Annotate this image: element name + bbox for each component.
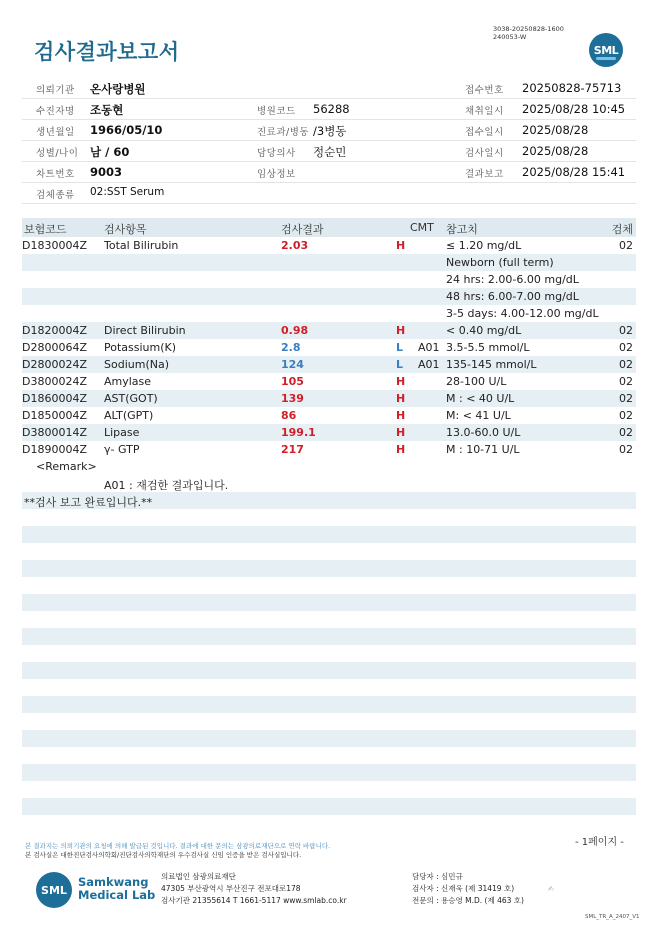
cell-spec: 02 [619, 426, 633, 439]
staff-line-3: 전문의 : 용승영 M.D. (제 463 호) [412, 896, 524, 905]
cell-spec: 02 [619, 443, 633, 456]
cell-name: Direct Bilirubin [104, 324, 186, 337]
receipt-no-label: 접수번호 [465, 85, 504, 96]
empty-row-stripe [22, 696, 636, 713]
req-org-value: 온사랑병원 [90, 82, 146, 96]
table-row [22, 237, 636, 254]
table-row [22, 288, 636, 305]
remark-label: <Remark> [36, 460, 97, 473]
cell-result: 217 [281, 443, 304, 456]
cell-flag: H [396, 409, 406, 422]
cell-ref: M : 10-71 U/L [446, 443, 520, 456]
cell-cmt: A01 [418, 341, 440, 354]
footer-address [161, 871, 347, 907]
cell-ref: 28-100 U/L [446, 375, 507, 388]
empty-row-stripe [22, 764, 636, 781]
specimen-value: 02:SST Serum [90, 186, 165, 198]
chart-value: 9003 [90, 165, 123, 179]
patient-value: 조동현 [90, 103, 124, 117]
cell-name: Potassium(K) [104, 341, 177, 354]
cell-flag: H [396, 443, 406, 456]
report-label: 결과보고 [465, 169, 504, 180]
cell-ref: ≤ 1.20 mg/dL [446, 239, 522, 252]
cell-name: ALT(GPT) [104, 409, 154, 422]
test-date-label: 검사일시 [465, 148, 504, 159]
report-title: 검사결과보고서 [34, 40, 180, 64]
results-table-header [22, 218, 636, 237]
brand-line-2: Medical Lab [78, 888, 156, 902]
cell-result: 2.8 [281, 341, 301, 354]
cell-spec: 02 [619, 324, 633, 337]
header-spec: 검체 [611, 223, 633, 236]
cell-result: 199.1 [281, 426, 316, 439]
empty-row-stripe [22, 594, 636, 611]
sml-logo-icon: SML [589, 33, 623, 67]
table-row [22, 441, 636, 458]
table-row [22, 407, 636, 424]
cell-code: D1850004Z [22, 409, 87, 422]
cell-ref: 48 hrs: 6.00-7.00 mg/dL [446, 290, 579, 303]
address-line-1: 의료법인 삼광의료재단 [161, 872, 236, 881]
receipt-date-value: 2025/08/28 [522, 123, 589, 137]
document-id-line2: 240053-W [493, 33, 527, 41]
table-row [22, 271, 636, 288]
table-row [22, 305, 636, 322]
cell-ref: < 0.40 mg/dL [446, 324, 522, 337]
form-version: SML_TR_A_2407_V1 [585, 914, 640, 920]
staff-line-1: 담당자 : 심민규 [412, 872, 463, 881]
empty-row-stripe [22, 730, 636, 747]
cell-result: 2.03 [281, 239, 309, 252]
cell-spec: 02 [619, 409, 633, 422]
header-name: 검사항목 [104, 223, 147, 236]
patient-label: 수진자명 [36, 106, 75, 117]
document-id-line1: 3038-20250828-1600 [493, 25, 564, 33]
cell-ref: 3.5-5.5 mmol/L [446, 341, 530, 354]
cell-flag: L [396, 358, 404, 371]
header-result: 검사결과 [281, 223, 324, 236]
cell-ref: 3-5 days: 4.00-12.00 mg/dL [446, 307, 599, 320]
header-code: 보험코드 [24, 223, 67, 236]
remark-text-row [22, 475, 636, 492]
sex-age-value: 남 / 60 [90, 145, 130, 159]
cell-flag: H [396, 375, 406, 388]
cell-ref: M : < 40 U/L [446, 392, 515, 405]
info-row-2 [22, 99, 636, 120]
cell-result: 0.98 [281, 324, 309, 337]
info-row-4 [22, 141, 636, 162]
address-line-3: 검사기관 21355614 T 1661-5117 www.smlab.co.kr [161, 896, 347, 905]
table-row [22, 322, 636, 339]
dob-value: 1966/05/10 [90, 123, 163, 137]
cell-code: D3800014Z [22, 426, 87, 439]
cell-name: Sodium(Na) [104, 358, 169, 371]
sex-age-label: 성별/나이 [36, 148, 79, 159]
cell-result: 139 [281, 392, 304, 405]
cell-spec: 02 [619, 375, 633, 388]
info-row-3 [22, 120, 636, 141]
dob-label: 생년월일 [36, 127, 75, 138]
specimen-label: 검체종류 [36, 190, 75, 201]
remark-text: A01 : 재검한 결과입니다. [104, 479, 229, 492]
header-ref: 참고치 [446, 223, 478, 236]
table-row [22, 390, 636, 407]
cell-spec: 02 [619, 239, 633, 252]
cell-ref: M: < 41 U/L [446, 409, 511, 422]
cell-spec: 02 [619, 341, 633, 354]
doctor-value: 정순민 [313, 145, 347, 159]
cell-name: Amylase [104, 375, 152, 388]
cell-ref: Newborn (full term) [446, 256, 554, 269]
cell-flag: H [396, 239, 406, 252]
receipt-date-label: 접수일시 [465, 127, 504, 138]
cell-code: D1890004Z [22, 443, 87, 456]
hosp-code-label: 병원코드 [257, 106, 296, 117]
table-row [22, 424, 636, 441]
table-row [22, 356, 636, 373]
complete-text: **검사 보고 완료입니다.** [24, 496, 153, 509]
table-row [22, 339, 636, 356]
cell-result: 86 [281, 409, 297, 422]
cell-name: γ- GTP [104, 443, 140, 456]
cell-cmt: A01 [418, 358, 440, 371]
collect-label: 채취일시 [465, 106, 504, 117]
empty-row-stripe [22, 560, 636, 577]
report-value: 2025/08/28 15:41 [522, 165, 626, 179]
document-id [493, 25, 564, 41]
cell-code: D1860004Z [22, 392, 87, 405]
complete-row [22, 492, 636, 509]
cell-spec: 02 [619, 392, 633, 405]
table-row [22, 254, 636, 271]
cell-result: 124 [281, 358, 304, 371]
info-row-6 [22, 183, 636, 204]
cell-code: D1830004Z [22, 239, 87, 252]
clinical-label: 임상정보 [257, 169, 296, 180]
info-row-1 [22, 78, 636, 99]
cell-code: D2800024Z [22, 358, 87, 371]
dept-value: /3병동 [313, 124, 347, 138]
test-date-value: 2025/08/28 [522, 144, 589, 158]
sml-footer-logo-icon: SML [36, 872, 72, 908]
cell-flag: H [396, 324, 406, 337]
cell-name: AST(GOT) [104, 392, 158, 405]
footer-note-1: 본 결과지는 의뢰기관의 요청에 의해 발급된 것입니다. 결과에 대한 문의는 삼광의료재단으로 연락 바랍니다. [25, 842, 331, 850]
empty-row-stripe [22, 662, 636, 679]
cell-spec: 02 [619, 358, 633, 371]
header-cmt: CMT [410, 221, 434, 234]
req-org-label: 의뢰기관 [36, 85, 75, 96]
table-row [22, 373, 636, 390]
page-number: - 1페이지 - [575, 837, 624, 848]
info-row-5 [22, 162, 636, 183]
cell-result: 105 [281, 375, 304, 388]
signature-image: ✍ [548, 885, 554, 893]
brand-line-1: Samkwang [78, 875, 149, 889]
doctor-label: 담당의사 [257, 148, 296, 159]
cell-ref: 24 hrs: 2.00-6.00 mg/dL [446, 273, 579, 286]
collect-value: 2025/08/28 10:45 [522, 102, 626, 116]
staff-line-2: 검사자 : 신재욱 (제 31419 호) [412, 884, 515, 893]
chart-label: 차트번호 [36, 169, 75, 180]
cell-flag: L [396, 341, 404, 354]
receipt-no-value: 20250828-75713 [522, 81, 622, 95]
remark-row [22, 458, 636, 475]
cell-flag: H [396, 392, 406, 405]
empty-row-stripe [22, 798, 636, 815]
cell-ref: 135-145 mmol/L [446, 358, 537, 371]
cell-flag: H [396, 426, 406, 439]
empty-row-stripe [22, 526, 636, 543]
dept-label: 진료과/병동 [257, 127, 310, 138]
cell-code: D3800024Z [22, 375, 87, 388]
cell-ref: 13.0-60.0 U/L [446, 426, 521, 439]
cell-code: D2800064Z [22, 341, 87, 354]
cell-name: Total Bilirubin [104, 239, 179, 252]
hosp-code-value: 56288 [313, 102, 350, 116]
cell-name: Lipase [104, 426, 140, 439]
footer-note-2: 본 검사실은 대한진단검사의학회/진단검사의학재단의 우수검사실 신임 인증을 받은 검사실입니다. [25, 851, 302, 859]
address-line-2: 47305 부산광역시 부산진구 전포대로178 [161, 884, 301, 893]
footer-staff [412, 871, 524, 907]
empty-row-stripe [22, 628, 636, 645]
brand-name [78, 876, 155, 902]
cell-code: D1820004Z [22, 324, 87, 337]
